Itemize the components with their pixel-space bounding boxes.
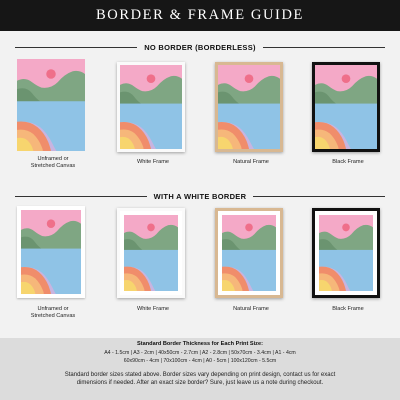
art-print — [120, 65, 182, 149]
caption: Natural Frame — [233, 306, 269, 312]
frame-white — [117, 208, 185, 298]
border-size-footer — [0, 338, 400, 400]
frame-natural — [215, 208, 283, 298]
sun — [342, 223, 350, 231]
caption: White Frame — [136, 159, 169, 165]
art-print — [315, 65, 377, 149]
guide-title: BORDER & FRAME GUIDE — [95, 7, 305, 23]
sun — [342, 74, 351, 83]
caption: Unframed or Stretched Canvas — [30, 306, 76, 319]
sun — [147, 74, 156, 83]
art-print — [21, 210, 81, 294]
sun — [245, 223, 253, 231]
frame-black — [312, 62, 380, 152]
frame-none — [17, 59, 85, 151]
section-white-border — [0, 184, 400, 338]
frame-none — [17, 206, 85, 298]
art-print — [222, 215, 276, 291]
caption: Black Frame — [332, 159, 364, 165]
caption: Natural Frame — [233, 159, 269, 165]
frame-white — [117, 62, 185, 152]
caption: Black Frame — [332, 306, 364, 312]
art-print — [124, 215, 178, 291]
section-title: NO BORDER (BORDERLESS) — [0, 43, 400, 52]
footer-note: Standard border sizes stated above. Border sizes vary depending on print design, contact us for exact — [64, 372, 336, 378]
sun — [46, 69, 56, 79]
section-title: WITH A WHITE BORDER — [0, 192, 400, 201]
frame-black — [312, 208, 380, 298]
sun — [147, 223, 155, 231]
guide-header — [0, 0, 400, 31]
art-print — [218, 65, 280, 149]
frame-natural — [215, 62, 283, 152]
footer-note: dimensions if needed. After an exact size border? Sure, just leave us a note during checkout. — [76, 380, 324, 386]
footer-title: Standard Border Thickness for Each Print Size: — [137, 341, 263, 347]
caption: White Frame — [136, 306, 169, 312]
section-borderless — [0, 31, 400, 184]
sun — [245, 74, 254, 83]
caption: Unframed or Stretched Canvas — [30, 156, 76, 169]
art-print — [319, 215, 373, 291]
sun — [47, 219, 55, 228]
border-sizes-line: A4 - 1.5cm | A3 - 2cm | 40x50cm - 2.7cm | A2 - 2.8cm | 50x70cm - 3.4cm | A1 - 4cm — [104, 350, 296, 356]
art-print — [17, 59, 85, 151]
border-sizes-line: 60x90cm - 4cm | 70x100cm - 4cm | A0 - 5cm | 100x120cm - 5.5cm — [123, 358, 277, 364]
